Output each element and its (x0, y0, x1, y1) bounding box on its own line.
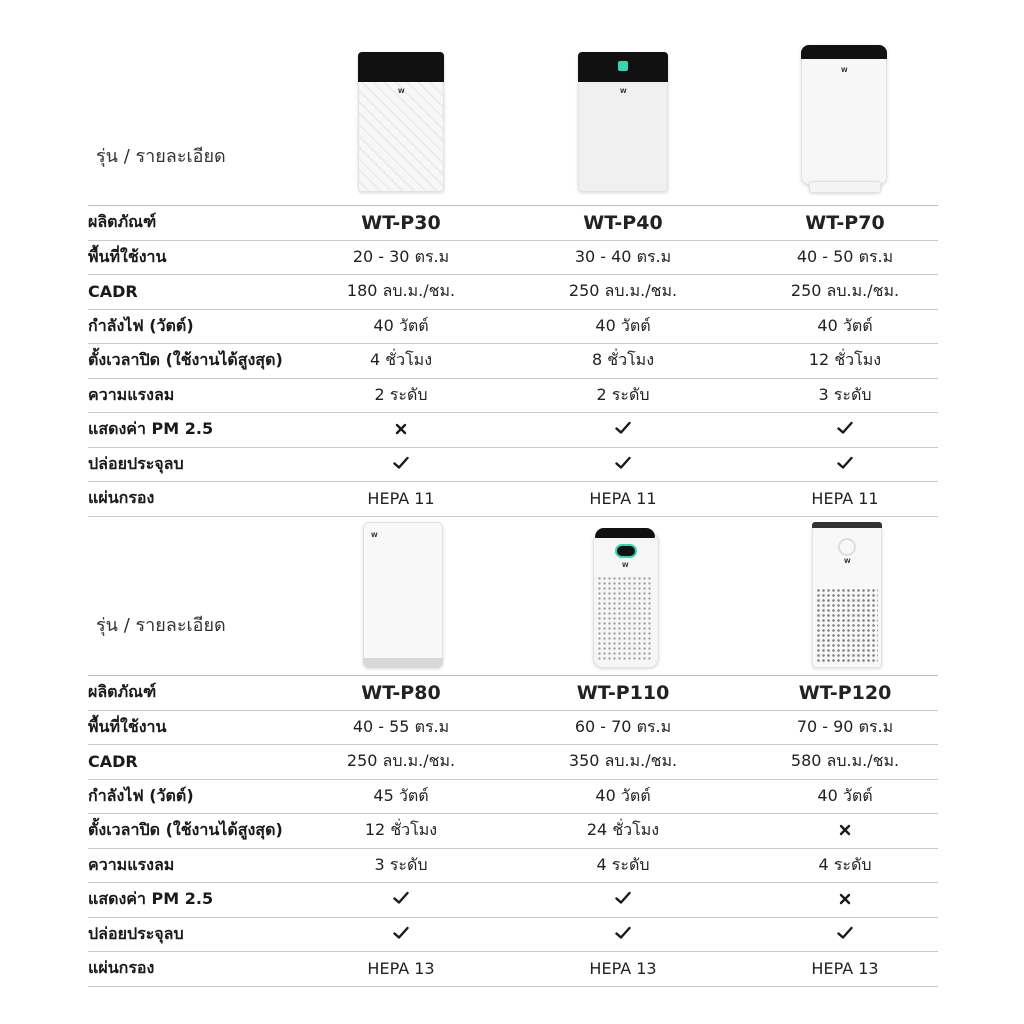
table-row (88, 745, 938, 780)
table-cell: 12 ชั่วโมง (808, 350, 882, 370)
table-row (88, 310, 938, 345)
table-header-2 (88, 504, 938, 675)
mark-cell (755, 413, 935, 447)
check-icon (393, 890, 409, 909)
cross-icon (839, 890, 851, 909)
table-row (88, 883, 938, 918)
table-row (88, 344, 938, 379)
air-purifier-image: W (358, 52, 444, 192)
comparison-table-1 (88, 35, 938, 517)
row-label: แสดงค่า PM 2.5 (88, 419, 214, 439)
table-row (88, 448, 938, 483)
mark-cell (533, 448, 713, 482)
table-row (88, 711, 938, 746)
header-label: รุ่น / รายละเอียด (96, 146, 226, 167)
check-icon (837, 455, 853, 474)
table-cell: 350 ลบ.ม./ชม. (568, 751, 678, 771)
mark-cell (311, 918, 491, 952)
model-name: WT-P80 (361, 681, 441, 704)
mark-cell (755, 918, 935, 952)
mark-cell (311, 883, 491, 917)
check-icon (837, 925, 853, 944)
table-cell: HEPA 11 (367, 489, 435, 509)
table-cell: 60 - 70 ตร.ม (574, 716, 672, 736)
table-cell: 2 ระดับ (596, 384, 650, 404)
row-label: ปล่อยประจุลบ (88, 923, 184, 943)
table-cell: 250 ลบ.ม./ชม. (346, 751, 456, 771)
air-purifier-image: W (363, 522, 443, 668)
table-header-1 (88, 35, 938, 205)
table-cell: 250 ลบ.ม./ชม. (568, 281, 678, 301)
table-cell: 3 ระดับ (818, 384, 872, 404)
table-row (88, 780, 938, 815)
mark-cell (533, 918, 713, 952)
table-cell: 40 วัตต์ (595, 785, 651, 805)
table-cell: 40 วัตต์ (595, 315, 651, 335)
row-label: CADR (88, 752, 138, 772)
table-row (88, 379, 938, 414)
table-cell: 40 - 55 ตร.ม (352, 716, 450, 736)
table-cell: 40 วัตต์ (817, 315, 873, 335)
check-icon (615, 420, 631, 439)
row-label: ความแรงลม (88, 384, 175, 404)
mark-cell (533, 413, 713, 447)
model-name: WT-P110 (576, 681, 670, 704)
model-name: WT-P120 (798, 681, 892, 704)
table-row (88, 275, 938, 310)
row-label: พื้นที่ใช้งาน (88, 246, 167, 266)
table-cell: 8 ชั่วโมง (591, 350, 655, 370)
table-row (88, 814, 938, 849)
row-label: ตั้งเวลาปิด (ใช้งานได้สูงสุด) (88, 350, 283, 370)
row-label: CADR (88, 282, 138, 302)
table-cell: 40 - 50 ตร.ม (796, 246, 894, 266)
air-purifier-image: W (578, 52, 668, 192)
table-row (88, 205, 938, 241)
row-label: พื้นที่ใช้งาน (88, 716, 167, 736)
check-icon (615, 890, 631, 909)
table-row (88, 241, 938, 276)
check-icon (393, 925, 409, 944)
table-cell: 180 ลบ.ม./ชม. (346, 281, 456, 301)
table-cell: 30 - 40 ตร.ม (574, 246, 672, 266)
table-row (88, 952, 938, 987)
model-name: WT-P40 (583, 211, 663, 234)
table-cell: HEPA 11 (589, 489, 657, 509)
mark-cell (311, 448, 491, 482)
mark-cell (755, 448, 935, 482)
row-label: ปล่อยประจุลบ (88, 453, 184, 473)
air-purifier-image: W (812, 522, 882, 668)
row-label: แผ่นกรอง (88, 958, 155, 978)
table-row (88, 675, 938, 711)
comparison-table-2 (88, 504, 938, 987)
check-icon (615, 455, 631, 474)
table-cell: 40 วัตต์ (817, 785, 873, 805)
row-label: ความแรงลม (88, 854, 175, 874)
table-cell: 4 ชั่วโมง (369, 350, 433, 370)
row-label: แผ่นกรอง (88, 488, 155, 508)
cross-icon (839, 821, 851, 840)
check-icon (393, 455, 409, 474)
mark-cell (755, 883, 935, 917)
table-cell: 12 ชั่วโมง (364, 820, 438, 840)
table-cell: 24 ชั่วโมง (586, 820, 660, 840)
table-cell: 70 - 90 ตร.ม (796, 716, 894, 736)
table-row (88, 849, 938, 884)
row-label: ผลิตภัณฑ์ (88, 212, 157, 232)
row-label: ผลิตภัณฑ์ (88, 682, 157, 702)
row-label: ตั้งเวลาปิด (ใช้งานได้สูงสุด) (88, 820, 283, 840)
table-row (88, 918, 938, 953)
check-icon (615, 925, 631, 944)
table-cell: 45 วัตต์ (373, 785, 429, 805)
table-cell: 20 - 30 ตร.ม (352, 246, 450, 266)
table-row (88, 413, 938, 448)
table-cell: 4 ระดับ (818, 854, 872, 874)
table-cell: HEPA 13 (811, 959, 879, 979)
air-purifier-image: W (593, 524, 659, 669)
row-label: แสดงค่า PM 2.5 (88, 889, 214, 909)
row-label: กำลังไฟ (วัตต์) (88, 315, 194, 335)
table-cell: 580 ลบ.ม./ชม. (790, 751, 900, 771)
table-cell: HEPA 11 (811, 489, 879, 509)
table-cell: 250 ลบ.ม./ชม. (790, 281, 900, 301)
mark-cell (755, 814, 935, 848)
air-purifier-image: W (801, 45, 887, 193)
table-cell: 3 ระดับ (374, 854, 428, 874)
mark-cell (311, 413, 491, 447)
mark-cell (533, 883, 713, 917)
table-cell: 40 วัตต์ (373, 315, 429, 335)
model-name: WT-P70 (805, 211, 885, 234)
table-cell: HEPA 13 (589, 959, 657, 979)
row-label: กำลังไฟ (วัตต์) (88, 785, 194, 805)
model-name: WT-P30 (361, 211, 441, 234)
table-cell: 4 ระดับ (596, 854, 650, 874)
table-cell: HEPA 13 (367, 959, 435, 979)
cross-icon (395, 420, 407, 439)
table-cell: 2 ระดับ (374, 384, 428, 404)
header-label: รุ่น / รายละเอียด (96, 615, 226, 636)
check-icon (837, 420, 853, 439)
